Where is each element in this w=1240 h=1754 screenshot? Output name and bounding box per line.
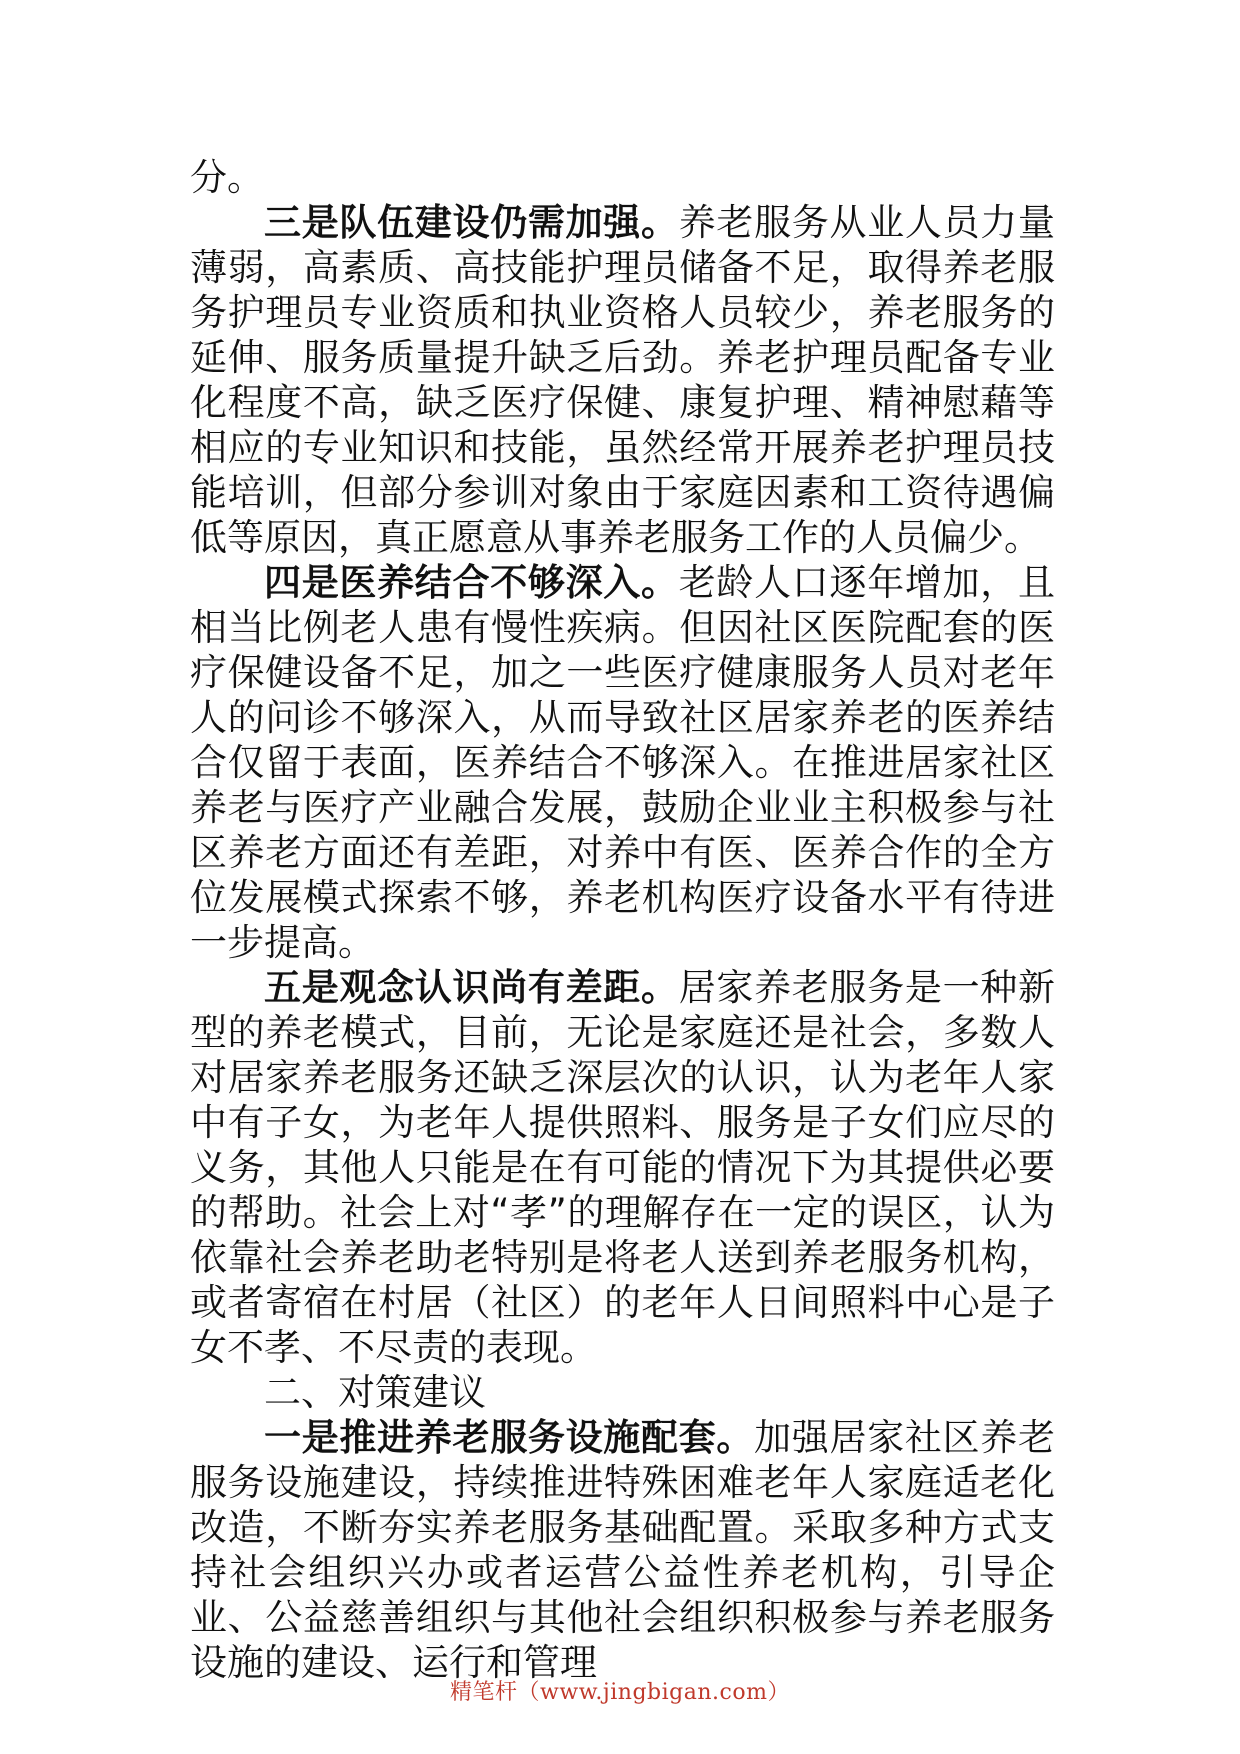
paragraph-text: 分。 (190, 156, 264, 199)
paragraph-facilities (190, 1415, 1055, 1685)
document-body (190, 155, 1055, 1685)
paragraph-lead: 一是推进养老服务设施配套。 (264, 1416, 755, 1459)
paragraph-text: 老龄人口逐年增加，且相当比例老人患有慢性疾病。但因社区医院配套的医疗保健设备不足，加之一些医疗健康服务人员对老年人的问诊不够深入，从而导致社区居家养老的医养结合仅留于表面，医养结合不够深入。在推进居家社区养老与医疗产业融合发展，鼓励企业业主积极参与社区养老方面还有差距，对养中有医、医养合作的全方位发展模式探索不够，养老机构医疗设备水平有待进一步提高。 (190, 561, 1056, 964)
paragraph-lead: 三是队伍建设仍需加强。 (264, 201, 679, 244)
paragraph-text: 加强居家社区养老服务设施建设，持续推进特殊困难老年人家庭适老化改造，不断夯实养老服务基础配置。采取多种方式支持社会组织兴办或者运营公益性养老机构，引导企业、公益慈善组织与其他社会组织积极参与养老服务设施的建设、运行和管理 (190, 1416, 1056, 1684)
paragraph-lead: 五是观念认识尚有差距。 (264, 966, 679, 1009)
paragraph-lead: 四是医养结合不够深入。 (264, 561, 679, 604)
paragraph-medical-care (190, 560, 1055, 965)
paragraph-awareness (190, 965, 1055, 1370)
section-heading-text: 二、对策建议 (264, 1371, 486, 1414)
paragraph-text: 居家养老服务是一种新型的养老模式，目前，无论是家庭还是社会，多数人对居家养老服务还缺乏深层次的认识，认为老年人家中有子女，为老年人提供照料、服务是子女们应尽的义务，其他人只能是在有可能的情况下为其提供必要的帮助。社会上对“孝”的理解存在一定的误区，认为依靠社会养老助老特别是将老人送到养老服务机构，或者寄宿在村居（社区）的老年人日间照料中心是子女不孝、不尽责的表现。 (190, 966, 1056, 1369)
section-heading (190, 1370, 1055, 1415)
footer-watermark: 精笔杆（www.jingbigan.com） (450, 1680, 790, 1705)
paragraph-continuation (190, 155, 1055, 200)
paragraph-text: 养老服务从业人员力量薄弱，高素质、高技能护理员储备不足，取得养老服务护理员专业资质和执业资格人员较少，养老服务的延伸、服务质量提升缺乏后劲。养老护理员配备专业化程度不高，缺乏医疗保健、康复护理、精神慰藉等相应的专业知识和技能，虽然经常开展养老护理员技能培训，但部分参训对象由于家庭因素和工资待遇偏低等原因，真正愿意从事养老服务工作的人员偏少。 (190, 201, 1056, 559)
paragraph-team-building (190, 200, 1055, 560)
